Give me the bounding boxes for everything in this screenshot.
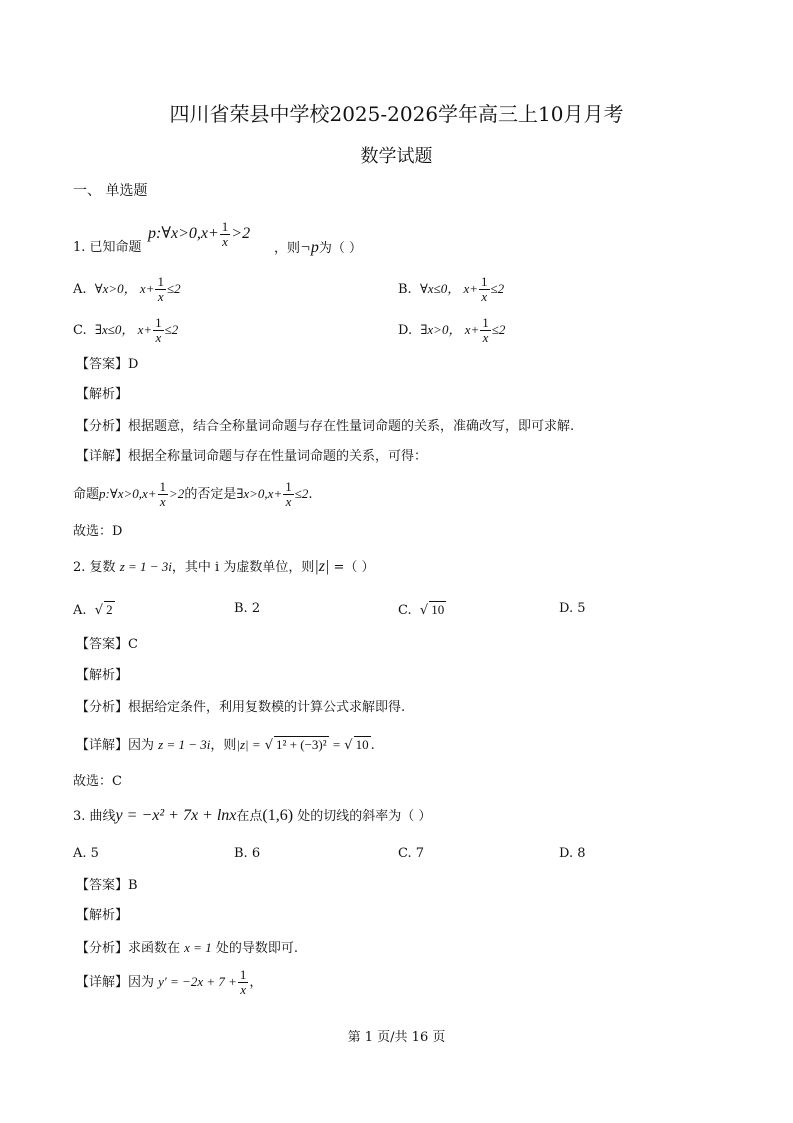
page-subtitle: 数学试题 — [360, 146, 433, 167]
q1-stem-tail: ，则¬p为（ ） — [274, 239, 362, 256]
q3-option-d: D. 8 — [559, 846, 586, 861]
q2-analysis-head: 【解析】 — [76, 668, 129, 683]
q3-stem: 3. 曲线y = −x² + 7x + lnx在点(1,6) 处的切线的斜率为（ ） — [73, 807, 432, 824]
q2-option-d: D. 5 — [559, 601, 586, 616]
page-title: 四川省荣县中学校2025-2026学年高三上10月月考 — [169, 102, 624, 126]
q1-answer: 【答案】D — [76, 357, 139, 372]
page-footer: 第 1 页/共 16 页 — [347, 1030, 446, 1045]
q2-choice: 故选：C — [73, 774, 122, 789]
q1-option-c: C. ∃x≤0， x+ $\frac{1}{x}$ ≤2 — [73, 315, 179, 345]
q1-option-d: D. ∃x>0， x+ $\frac{1}{x}$ ≤2 — [398, 315, 506, 345]
q1-option-b: B. ∀x≤0， x+ $\frac{1}{x}$ ≤2 — [398, 274, 505, 304]
q3-option-a: A. 5 — [73, 846, 99, 861]
q2-analysis: 【分析】根据给定条件，利用复数模的计算公式求解即得. — [76, 700, 406, 715]
q1-choice: 故选：D — [73, 524, 123, 539]
q1-analysis-head: 【解析】 — [76, 387, 129, 402]
q1-option-a: A. ∀x>0， x+ $\frac{1}{x}$ ≤2 — [73, 274, 181, 304]
q2-detail: 【详解】因为 z = 1 − 3i，则|z| = √ 1² + (−3)² = √ 10 . — [76, 737, 375, 753]
q1-solution-line: 命题p:∀x>0,x+ $\frac{1}{x}$ >2的否定是∃x>0,x+ $\frac{1}{x}$ ≤2. — [73, 479, 313, 509]
q3-option-b: B. 6 — [234, 846, 261, 861]
q2-option-c: C. √ 10 — [398, 602, 445, 618]
section-heading: 一、 单选题 — [73, 183, 148, 199]
q3-answer: 【答案】B — [76, 878, 138, 893]
q1-detail: 【详解】根据全称量词命题与存在性量词命题的关系，可得： — [76, 449, 428, 464]
q2-option-b: B. 2 — [234, 601, 261, 616]
q3-option-c: C. 7 — [398, 846, 425, 861]
q1-proposition: p:∀x>0,x+ $\frac{1}{x}$ >2 — [148, 219, 251, 249]
q1-stem: 1. 已知命题 — [73, 240, 142, 255]
q1-analysis: 【分析】根据题意，结合全称量词命题与存在性量词命题的关系，准确改写，即可求解. — [76, 419, 575, 434]
q3-analysis: 【分析】求函数在 x = 1 处的导数即可. — [76, 940, 298, 956]
q2-option-a: A. √ 2 — [73, 602, 113, 618]
q3-analysis-head: 【解析】 — [76, 908, 129, 923]
q2-answer: 【答案】C — [76, 637, 138, 652]
q2-stem: 2. 复数 z = 1 − 3i，其中 i 为虚数单位，则|z| =（ ） — [73, 558, 375, 575]
q3-detail: 【详解】因为 y′ = −2x + 7 + $\frac{1}{x}$ ， — [76, 967, 263, 997]
